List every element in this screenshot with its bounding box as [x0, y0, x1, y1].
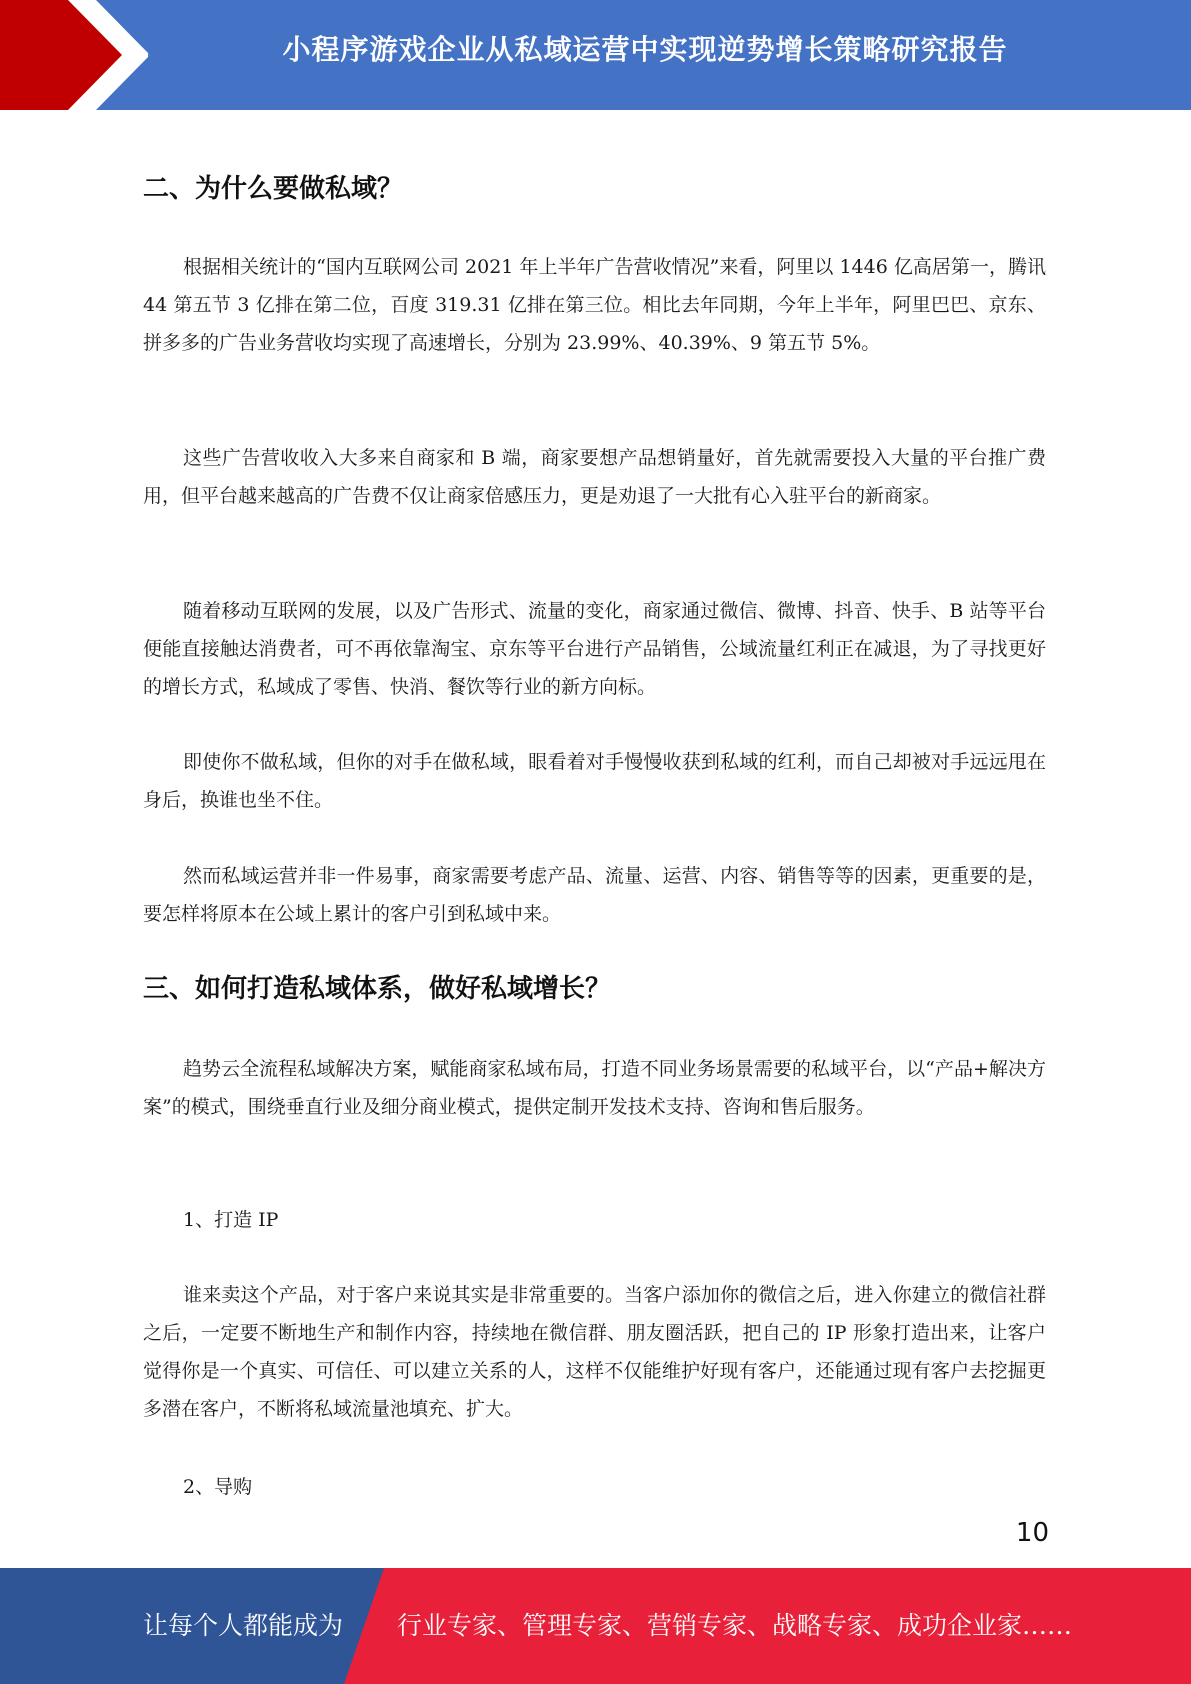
subsection-label: 2、导购	[183, 1476, 253, 1498]
page-footer	[0, 1568, 1191, 1684]
section-heading: 二、为什么要做私域？	[143, 174, 404, 204]
body-paragraph: 这些广告营收收入大多来自商家和 B 端，商家要想产品想销量好，首先就需要投入大量的平台推广费用，但平台越来越高的广告费不仅让商家倍感压力，更是劝退了一大批有心入驻平台的新商家。	[143, 447, 1046, 507]
footer-slogan-right: 行业专家、管理专家、营销专家、战略专家、成功企业家……	[397, 1611, 1073, 1640]
subsection-label: 1、打造 IP	[183, 1209, 279, 1231]
body-paragraph: 随着移动互联网的发展，以及广告形式、流量的变化，商家通过微信、微博、抖音、快手、B 站等平台便能直接触达消费者，可不再依靠淘宝、京东等平台进行产品销售，公域流量红利正在减退，为了寻找更好的增长方式，私域成了零售、快消、餐饮等行业的新方向标。	[143, 600, 1046, 698]
page-number: 10	[1015, 1518, 1049, 1548]
report-title: 小程序游戏企业从私域运营中实现逆势增长策略研究报告	[282, 33, 1008, 66]
page-header	[0, 0, 1191, 110]
body-paragraph: 趋势云全流程私域解决方案，赋能商家私域布局，打造不同业务场景需要的私域平台，以“产品+解决方案”的模式，围绕垂直行业及细分商业模式，提供定制开发技术支持、咨询和售后服务。	[143, 1058, 1046, 1118]
body-paragraph: 谁来卖这个产品，对于客户来说其实是非常重要的。当客户添加你的微信之后，进入你建立的微信社群之后，一定要不断地生产和制作内容，持续地在微信群、朋友圈活跃，把自己的 IP 形象打造出来，让客户觉得你是一个真实、可信任、可以建立关系的人，这样不仅能维护好现有客户，还能通过现有客户去挖掘更多潜在客户，不断将私域流量池填充、扩大。	[143, 1284, 1046, 1420]
body-paragraph: 即使你不做私域，但你的对手在做私域，眼看着对手慢慢收获到私域的红利，而自己却被对手远远甩在身后，换谁也坐不住。	[143, 751, 1046, 811]
body-paragraph: 根据相关统计的“国内互联网公司 2021 年上半年广告营收情况”来看，阿里以 1446 亿高居第一，腾讯 44 第五节 3 亿排在第二位，百度 319.31 亿排在第三位。相比去年同期，今年上半年，阿里巴巴、京东、拼多多的广告业务营收均实现了高速增长，分别为 23.99%、40.39%、9 第五节 5%。	[143, 256, 1046, 354]
section-heading: 三、如何打造私域体系，做好私域增长？	[143, 974, 612, 1004]
body-paragraph: 然而私域运营并非一件易事，商家需要考虑产品、流量、运营、内容、销售等等的因素，更重要的是，要怎样将原本在公域上累计的客户引到私域中来。	[143, 865, 1046, 925]
footer-slogan-left: 让每个人都能成为	[143, 1611, 344, 1640]
